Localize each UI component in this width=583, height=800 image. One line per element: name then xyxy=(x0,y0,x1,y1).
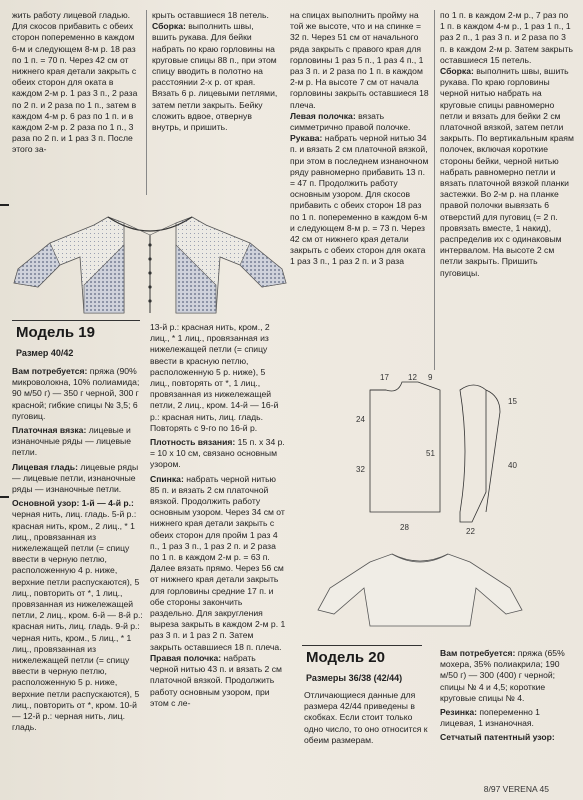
paragraph: Плотность вязания: 15 п. х 34 р. = 10 х 10 см, связано основным узором. xyxy=(150,437,285,470)
dim-28: 28 xyxy=(400,523,409,532)
col4-top-text xyxy=(440,10,574,279)
paragraph: Лицевая гладь: лицевые ряды — лицевые петли, изнаночные ряды — изнаночные петли. xyxy=(12,461,139,495)
paragraph: Основной узор: 1-й — 4-й р.: черная нить, лиц. гладь. 5-й р.: красная нить, кром., 2 лиц., * 1 лиц., провязанная из нижележащей петли (= спицу ввести в черную петлю, расположенную 4 р. ниже, верхние петли распускаются), 5 лиц., повторить от *, 1 лиц., провязанная из нижележащей петли, 2 лиц., кром. 6-й — 8-й р.: красная нить, лиц. гладь. 9-й р.: черная нить, кром., 5 лиц., * 1 лиц., провязанная из нижележащей петли (= спицу ввести в черную петлю, расположенную 5 р. ниже, верхние петли распускаются), 5 лиц., повторить от *, кром. 10-й — 12-й р.: черная нить, лиц. гладь. xyxy=(12,498,143,733)
paragraph: на спицах выполнить пройму на той же высоте, что и на спинке = 32 п. Через 51 см от начального ряда закрыть с правого края для горловины 1 раз 5 п., 1 раз 4 п., 1 раз 3 п. и 2 раза по 1 п. в каждом 2-м р. На высоте 7 см от начала горловины закрыть оставшиеся 18 плеча. xyxy=(290,10,429,110)
model20-intro xyxy=(304,690,428,746)
paragraph: Левая полочка: вязать симметрично правой полочке. xyxy=(290,110,411,133)
pattern-schematic xyxy=(300,372,580,542)
page-mark xyxy=(0,496,9,498)
col2-top-text xyxy=(152,10,280,133)
col1-top-text xyxy=(12,10,140,156)
page-footer: 8/97 VERENA 45 xyxy=(483,784,549,794)
model19-materials xyxy=(12,366,144,734)
dim-15: 15 xyxy=(508,397,517,406)
sweater-illustration xyxy=(300,548,540,628)
paragraph: Вам потребуется: пряжа (90% микроволокна, 10% полиамида; 90 м/50 г) — 350 г черной, 300 г красной; гибкие спицы № 3,5; 6 пуговиц. xyxy=(12,366,140,421)
paragraph: Сборка: выполнить швы, вшить рукава. По краю горловины черной нитью набрать на круговые спицы равномерно петли и вязать для бейки 2 см платочной вязкой, затем петли закрыть. По вертикальным краям полочек, включая короткие стороны бейки, черной нитью набрать равномерно петли и вязать платочной вязкой планки застежки. Во 2-м р. на планке правой полочки вывязать 6 отверстий для пуговиц (= 2 п. провязать вместе, 1 накид), распределив их с одинаковым интервалом. На высоте 2 см петли закрыть. Пришить пуговицы. xyxy=(440,66,574,278)
dim-51: 51 xyxy=(426,449,435,458)
dim-12: 12 xyxy=(408,373,417,382)
dim-24: 24 xyxy=(356,415,365,424)
paragraph: жить работу лицевой гладью. Для скосов прибавить с обеих сторон попеременно в каждом 6-м и следующем 8-м р. 18 раз по 1 п. = 70 п. Через 42 см от нижнего края детали закрыть с обеих сторон для оката в каждом 2-м р. 1 раз 3 п., 2 раза по 2 п. и 2 раза по 1 п., затем в каждом 4-м р. 6 раз по 1 п. и в каждом 2-м р. 2 раза по 1 п., 3 раза по 2 п. и 1 раз 3 п. После этого за- xyxy=(12,10,138,155)
paragraph: Вам потребуется: пряжа (65% мохера, 35% полиакрила; 190 м/50 г) — 300 (400) г черной; спицы № 4 и 4,5; короткие круговые спицы № 4. xyxy=(440,648,565,703)
paragraph: Резинка: попеременно 1 лицевая, 1 изнаночная. xyxy=(440,707,540,729)
model19-size: Размер 40/42 xyxy=(16,348,74,358)
cardigan-illustration xyxy=(10,205,290,315)
column-divider xyxy=(434,10,435,370)
model20-title: Модель 20 xyxy=(306,649,385,666)
model19-title: Модель 19 xyxy=(16,324,95,341)
dim-32: 32 xyxy=(356,465,365,474)
paragraph: Сетчатый патентный узор: xyxy=(440,732,555,743)
paragraph: Отличающиеся данные для размера 42/44 приведены в скобках. Если стоит только одно число, то оно относится к обеим размерам. xyxy=(304,690,428,745)
divider xyxy=(12,320,140,321)
model20-sizes: Размеры 36/38 (42/44) xyxy=(306,673,403,683)
paragraph: 13-й р.: красная нить, кром., 2 лиц., * 1 лиц., провязанная из нижележащей петли (= спицу ввести в красную петлю, расположенную 5 р. ниже), 5 лиц., повторять от *, 1 лиц., провязанная из нижележащей петли, 2 лиц., кром. 14-й — 16-й р.: красная нить, лиц. гладь. Повторять с 9-го по 16-й р. xyxy=(150,322,279,433)
col3-top-text xyxy=(290,10,430,268)
divider xyxy=(302,645,422,646)
paragraph: крыть оставшиеся 18 петель. xyxy=(152,10,269,20)
paragraph: Рукава: набрать черной нитью 34 п. и вязать 2 см платочной вязкой, при этом в последнем изнаночном ряду равномерно прибавить 13 п. = 47 п. Продолжить работу основным узором. Для скосов прибавить с обеих сторон 18 раз по 1 п. попеременно в каждом 6-м и следующем 8-м р. = 73 п. Через 42 см от нижнего края детали закрыть с обеих сторон для оката 1 раз 3 п., 1 раз 2 п. и 3 раза xyxy=(290,133,429,267)
dim-22: 22 xyxy=(466,527,475,536)
model19-instructions xyxy=(150,322,286,709)
dim-40: 40 xyxy=(508,461,517,470)
model20-materials xyxy=(440,648,574,744)
paragraph: Платочная вязка: лицевые и изнаночные ряды — лицевые петли. xyxy=(12,425,132,458)
paragraph: Правая полочка: набрать черной нитью 43 п. и вязать 2 см платочной вязкой. Продолжить работу основным узором, при этом с ле- xyxy=(150,652,282,708)
dim-9: 9 xyxy=(428,373,433,382)
paragraph: Сборка: выполнить швы, вшить рукава. Для бейки набрать по краю горловины на круговые спицы 88 п., при этом спицу вводить в полотно на расстоянии 2-х р. от края. Вязать 6 р. лицевыми петлями, затем петли закрыть. Бейку сложить вдвое, отвернув внутрь, и пришить. xyxy=(152,21,278,133)
column-divider xyxy=(146,10,147,195)
page-mark xyxy=(0,204,9,206)
paragraph: по 1 п. в каждом 2-м р., 7 раз по 1 п. в каждом 4-м р., 1 раз 1 п., 1 раз 2 п., 1 раз 3 п. и 2 раза по 3 п. в каждом 2-м р. Затем закрыть оставшиеся 15 петель. xyxy=(440,10,573,65)
dim-17: 17 xyxy=(380,373,389,382)
paragraph: Спинка: набрать черной нитью 85 п. и вязать 2 см платочной вязкой. Продолжить работу основным узором. Через 34 см от нижнего края детали закрыть с обеих сторон для пройм 1 раз 4 п., 1 раз 3 п., 1 раз 2 п. и 2 раза по 1 п. в каждом 2-м р. = 63 п. Далее вязать прямо. Через 56 см от нижнего края детали закрыть для горловины средние 17 п. и обе стороны закончить раздельно. Для закругления выреза закрыть в каждом 2-м р. 1 раз 3 п. и 1 раз 2 п. Затем закрыть оставшиеся 18 п. плеча. xyxy=(150,473,286,652)
